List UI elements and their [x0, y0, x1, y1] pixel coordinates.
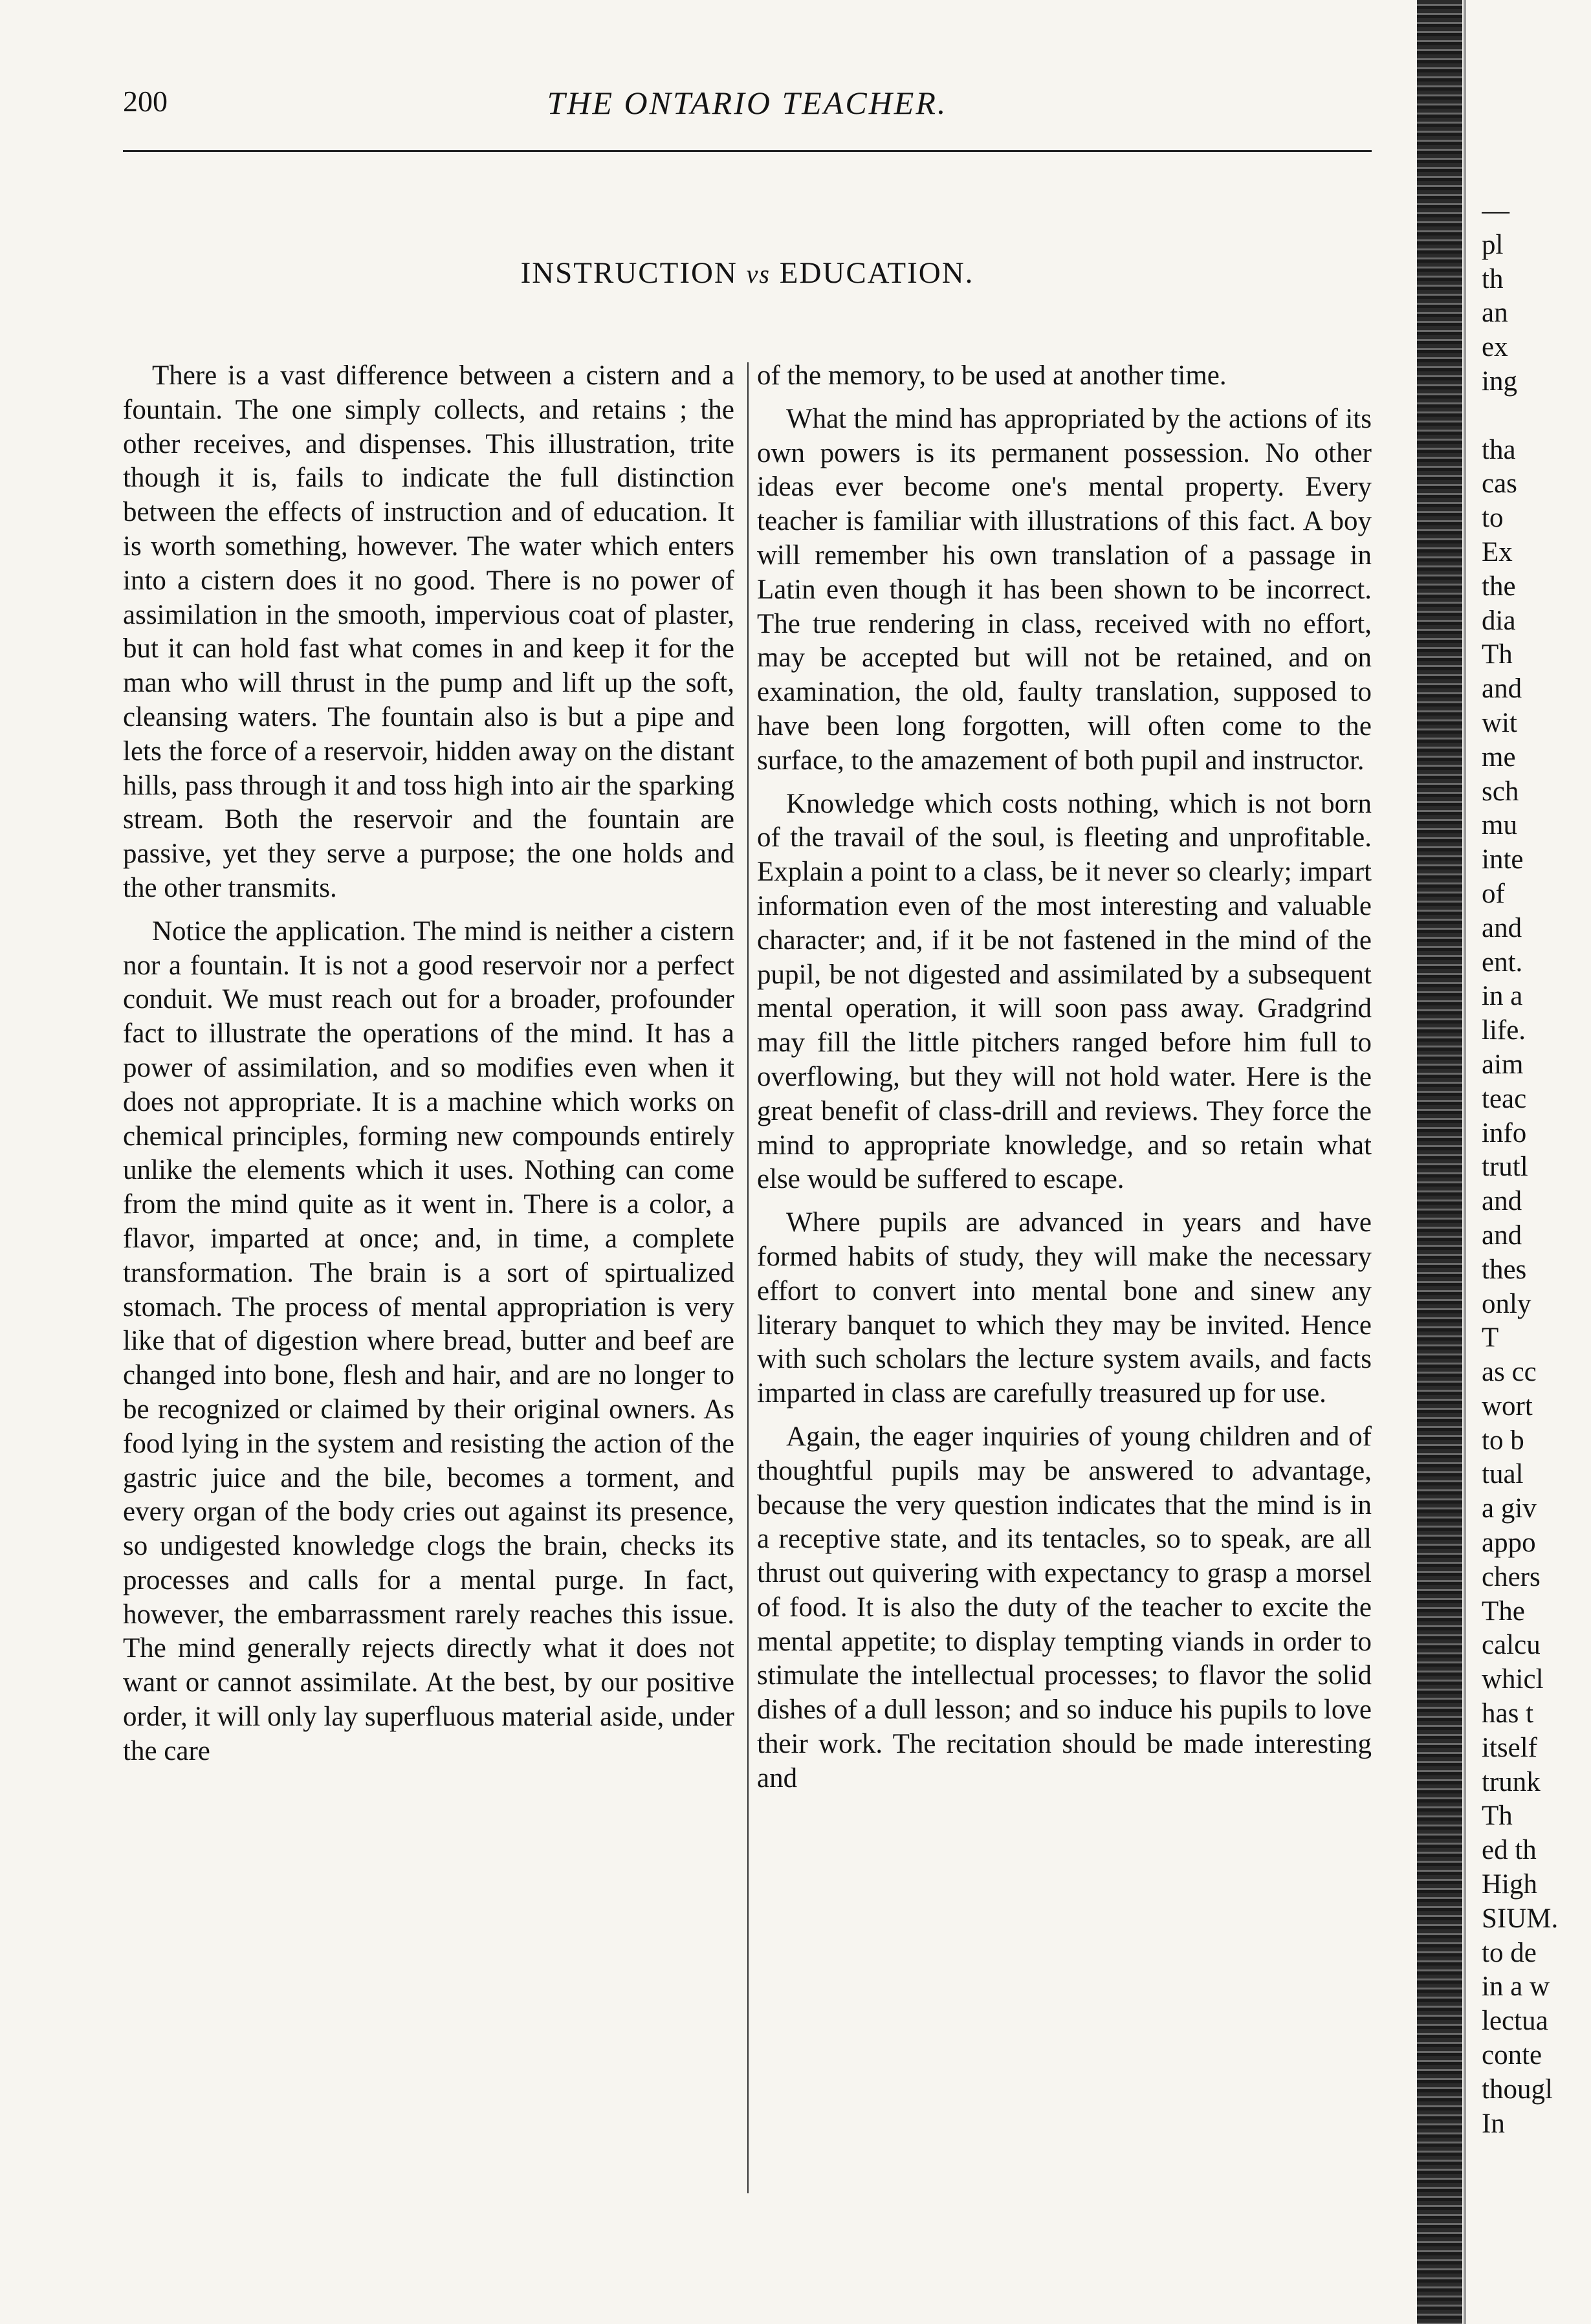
- next-page-line: in a w: [1482, 1971, 1550, 2002]
- next-page-line: life.: [1482, 1015, 1526, 1046]
- next-page-line: mu: [1482, 810, 1517, 841]
- next-page-line: appo: [1482, 1528, 1536, 1559]
- next-page-line: info: [1482, 1117, 1527, 1148]
- paragraph: of the memory, to be used at another time.: [757, 360, 1227, 391]
- next-page-line: itself: [1482, 1732, 1537, 1763]
- next-page-line: cas: [1482, 468, 1517, 499]
- next-page-line: inte: [1482, 844, 1524, 875]
- paragraph: What the mind has appropriated by the actions of its own powers is its permanent possession. No other ideas ever become one's mental property. Every teacher is familiar with illustrations of this fact. A boy will remember his own translation of a passage in Latin even though it has been shown to be incorrect. The true rendering in class, received with no effort, may be accepted but will not be retained, and on examination, the old, faulty translation, supposed to have been long forgotten, will often come to the surface, to the amazement of both pupil and instructor.: [757, 403, 1372, 776]
- page-binding: [1417, 0, 1462, 2324]
- next-page-line: SIUM.: [1482, 1903, 1559, 1934]
- next-page-line: —: [1482, 195, 1509, 226]
- next-page-line: me: [1482, 741, 1516, 773]
- next-page-line: to: [1482, 503, 1504, 534]
- next-page-line: dia: [1482, 605, 1516, 636]
- title-education: EDUCATION.: [779, 256, 974, 290]
- next-page-line: trutl: [1482, 1152, 1528, 1183]
- right-column: [757, 359, 1372, 1805]
- next-page-line: ing: [1482, 366, 1517, 397]
- next-page-line: an: [1482, 298, 1508, 329]
- next-page-line: to b: [1482, 1425, 1524, 1456]
- paragraph: Where pupils are advanced in years and have formed habits of study, they will make the necessary effort to convert into mental bone and sinew any literary banquet to which they may be invited. Hence with such scholars the lecture system avails, and facts imparted in class are carefully treasured up for use.: [757, 1207, 1372, 1409]
- next-page-line: High: [1482, 1869, 1537, 1900]
- next-page-line: lectua: [1482, 2006, 1548, 2037]
- next-page-line: a giv: [1482, 1493, 1537, 1524]
- paragraph: There is a vast difference between a cistern and a fountain. The one simply collects, and retains ; the other receives, and dispenses. This illustration, trite though it is, fails to indicate the full distinction between the effects of instruction and of education. It is worth something, however. The water which enters into a cistern does it no good. There is no power of assimilation in the smooth, impervious coat of plaster, but it can hold fast what comes in and keep it for the man who will thrust in the pump and lift up the soft, cleansing waters. The fountain also is but a pipe and lets the force of a reservoir, hidden away on the distant hills, pass through it and toss high into air the sparking stream. Both the reservoir and the fountain are passive, yet they serve a purpose; the one holds and the other transmits.: [123, 360, 734, 903]
- next-page-line: to de: [1482, 1937, 1537, 1968]
- next-page-line: The: [1482, 1595, 1525, 1627]
- next-page-line: whicl: [1482, 1664, 1544, 1695]
- title-vs: vs: [746, 259, 771, 289]
- next-page-line: sch: [1482, 776, 1519, 807]
- next-page-line: Ex: [1482, 536, 1513, 567]
- next-page-line: ed th: [1482, 1835, 1537, 1866]
- next-page-line: thougl: [1482, 2074, 1553, 2105]
- paragraph: Knowledge which costs nothing, which is not born of the travail of the soul, is fleeting and unprofitable. Explain a point to a class, be it never so clearly; impart information even of the most interesting and valuable character; and, if it be not fastened in the mind of the pupil, be not digested and assimilated by a subsequent mental operation, it will soon pass away. Gradgrind may fill the little pitchers ranged before him full to overflowing, but they will not hold water. Here is the great benefit of class-drill and reviews. They force the mind to appropriate knowledge, and so retain what else would be suffered to escape.: [757, 788, 1372, 1195]
- next-page-line: and: [1482, 912, 1522, 943]
- next-page-line: of: [1482, 878, 1505, 909]
- next-page-line: chers: [1482, 1561, 1541, 1592]
- article-title: [123, 256, 1372, 290]
- next-page-line: the: [1482, 571, 1516, 602]
- page-number: 200: [123, 85, 168, 118]
- next-page-line: tual: [1482, 1459, 1524, 1490]
- next-page-line: wit: [1482, 707, 1517, 738]
- next-page-line: has t: [1482, 1698, 1534, 1729]
- next-page-line: in a: [1482, 981, 1523, 1012]
- next-page-line: wort: [1482, 1390, 1533, 1421]
- next-page-line: ent.: [1482, 947, 1523, 978]
- running-title: THE ONTARIO TEACHER.: [547, 85, 948, 121]
- binding-edge: [1464, 0, 1466, 2324]
- next-page-line: thes: [1482, 1254, 1527, 1285]
- page-header: [123, 84, 1372, 136]
- paragraph: Again, the eager inquiries of young children and of thoughtful pupils may be answered to advantage, because the very question indicates that the mind is in a receptive state, and its tentacles, so to speak, are all thrust out quivering with expectancy to grasp a morsel of food. It is also the duty of the teacher to excite the mental appetite; to display tempting viands in order to stimulate the intellectual processes; to flavor the solid dishes of a dull lesson; and so induce his pupils to love their work. The recitation should be made interesting and: [757, 1421, 1372, 1793]
- next-page-line: [1482, 399, 1575, 433]
- next-page-line: as cc: [1482, 1357, 1537, 1388]
- next-page-line: th: [1482, 263, 1504, 294]
- next-page-line: and: [1482, 1186, 1522, 1217]
- next-page-line: teac: [1482, 1083, 1527, 1114]
- next-page-line: trunk: [1482, 1766, 1541, 1797]
- next-page-line: only: [1482, 1288, 1531, 1319]
- header-rule: [123, 150, 1372, 152]
- paragraph: Notice the application. The mind is neither a cistern nor a fountain. It is not a good reservoir nor a perfect conduit. We must reach out for a broader, profounder fact to illustrate the operations of the mind. It has a power of assimilation, and so modifies even when it does not appropriate. It is a machine which works on chemical principles, forming new compounds entirely unlike the elements which it uses. Nothing can come from the mind quite as it went in. There is a color, a flavor, imparted at once; and, in time, a complete transformation. The brain is a sort of spirtualized stomach. The process of mental appropriation is very like that of digestion where bread, butter and beef are changed into bone, flesh and hair, and are no longer to be recognized or claimed by their original owners. As food lying in the system and resisting the action of the gastric juice and the bile, becomes a torment, and every organ of the body cries out against its presence, so undigested knowledge clogs the brain, checks its processes and calls for a mental purge. In fact, however, the embarrassment rarely reaches this issue. The mind generally rejects directly what it does not want or cannot assimilate. At the best, by our positive order, it will only lay superfluous material aside, under the care: [123, 915, 734, 1766]
- next-page-line: aim: [1482, 1049, 1524, 1080]
- next-page-line: T: [1482, 1322, 1499, 1354]
- next-page-line: tha: [1482, 434, 1516, 465]
- next-page-line: and: [1482, 674, 1522, 705]
- next-page-line: pl: [1482, 229, 1504, 260]
- next-page-line: In: [1482, 2108, 1505, 2139]
- left-column: [123, 359, 734, 1778]
- next-page-line: ex: [1482, 332, 1508, 363]
- next-page-line: conte: [1482, 2040, 1542, 2071]
- title-instruction: INSTRUCTION: [520, 256, 738, 290]
- column-divider: [747, 362, 749, 2193]
- next-page-line: calcu: [1482, 1630, 1541, 1661]
- next-page-line: Th: [1482, 1801, 1513, 1832]
- next-page-line: and: [1482, 1220, 1522, 1251]
- next-page-line: Th: [1482, 639, 1513, 670]
- next-page-fragment: [1482, 194, 1575, 2323]
